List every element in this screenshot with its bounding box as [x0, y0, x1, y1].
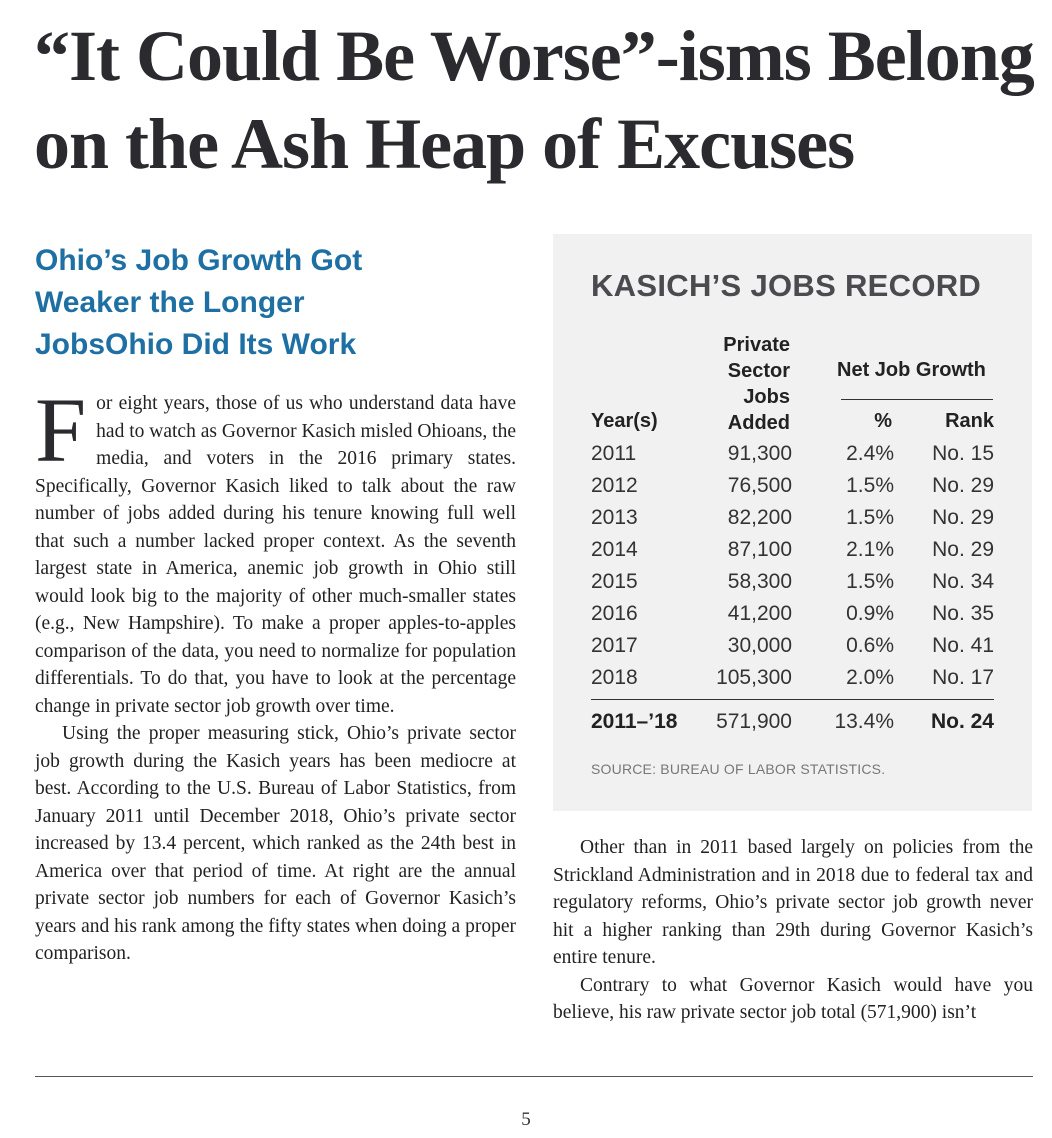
paragraph-1-text: or eight years, those of us who understand data have had to watch as Governor Kasich misled Ohioans, the media, and voters in the 2016 primary states. Specifically, Governor Kasich liked to talk about the raw number of jobs added during his tenure knowing full well that such a number lacked proper context. As the seventh largest state in America, anemic job growth in Ohio still would look big to the majority of other much-smaller states (e.g., New Hampshire). To make a proper apples-to-apples comparison of the data, you need to normalize for population differentials. To do that, you have to look at the percentage change in private sector job growth over time. [35, 393, 516, 717]
table-row [591, 632, 994, 664]
cell-year: 2017 [591, 634, 638, 657]
title-line-1: “It Could Be Worse”-isms Belong [34, 16, 1034, 96]
cell-rank: No. 29 [932, 474, 994, 497]
cell-percent: 2.1% [846, 538, 894, 561]
cell-year: 2013 [591, 506, 638, 529]
section-subheading [35, 240, 455, 366]
jobs-table-body [591, 440, 994, 696]
cell-jobs-added: 76,500 [727, 474, 792, 497]
cell-percent: 1.5% [846, 570, 894, 593]
jobs-record-sidebar [553, 234, 1032, 811]
col-header-year: Year(s) [591, 410, 658, 432]
header-divider [841, 399, 993, 400]
table-row [591, 568, 994, 600]
left-body-column [35, 379, 516, 968]
total-percent: 13.4% [834, 710, 894, 733]
cell-rank: No. 15 [932, 442, 994, 465]
col-header-jobs-added [670, 332, 790, 436]
col-header-jobs-added-line-3: Jobs [743, 386, 790, 408]
col-header-percent: % [874, 410, 892, 432]
cell-jobs-added: 105,300 [716, 666, 792, 689]
cell-year: 2011 [591, 442, 637, 465]
cell-year: 2012 [591, 474, 638, 497]
table-row [591, 536, 994, 568]
cell-year: 2016 [591, 602, 638, 625]
footer-divider [35, 1076, 1033, 1077]
table-row [591, 600, 994, 632]
total-jobs-added: 571,900 [716, 710, 792, 733]
cell-jobs-added: 30,000 [727, 634, 792, 657]
col-header-jobs-added-line-1: Private [723, 334, 790, 356]
cell-percent: 2.0% [846, 666, 894, 689]
drop-cap: F [35, 379, 87, 481]
title-line-2: on the Ash Heap of Excuses [34, 104, 855, 184]
cell-rank: No. 41 [932, 634, 994, 657]
body-paragraph-2: Using the proper measuring stick, Ohio’s private sector job growth during the Kasich years has been mediocre at best. According to the U.S. Bureau of Labor Statistics, from January 2011 until December 2018, Ohio’s private sector increased by 13.4 percent, which ranked as the 24th best in America over that period of time. At right are the annual private sector job numbers for each of Governor Kasich’s years and his rank among the fifty states when doing a proper comparison. [35, 723, 516, 964]
source-note: SOURCE: BUREAU OF LABOR STATISTICS. [591, 761, 886, 777]
cell-percent: 1.5% [846, 474, 894, 497]
cell-jobs-added: 87,100 [727, 538, 792, 561]
subhead-line-1: Ohio’s Job Growth Got [35, 244, 363, 277]
col-header-jobs-added-line-4: Added [727, 412, 790, 434]
col-header-jobs-added-line-2: Sector [727, 360, 790, 382]
cell-jobs-added: 58,300 [727, 570, 792, 593]
cell-rank: No. 34 [932, 570, 994, 593]
body-paragraph-3: Other than in 2011 based largely on policies from the Strickland Administration and in 2018 due to federal tax and regulatory reforms, Ohio’s private sector job growth never hit a higher ranking than 29th during Governor Kasich’s entire tenure. [553, 837, 1033, 968]
cell-year: 2014 [591, 538, 638, 561]
cell-percent: 1.5% [846, 506, 894, 529]
cell-percent: 0.6% [846, 634, 894, 657]
col-header-rank: Rank [945, 410, 994, 432]
cell-jobs-added: 41,200 [727, 602, 792, 625]
total-year: 2011–’18 [591, 710, 678, 733]
table-row [591, 440, 994, 472]
cell-percent: 0.9% [846, 602, 894, 625]
cell-year: 2018 [591, 666, 638, 689]
total-rank: No. 24 [930, 710, 994, 733]
table-row [591, 664, 994, 696]
total-row [591, 708, 994, 738]
cell-percent: 2.4% [846, 442, 894, 465]
col-header-net-job-growth: Net Job Growth [837, 359, 986, 381]
page-title [34, 12, 1034, 188]
cell-rank: No. 17 [932, 666, 994, 689]
body-paragraph-4: Contrary to what Governor Kasich would have you believe, his raw private sector job total (571,900) isn’t [553, 974, 1033, 1023]
cell-rank: No. 29 [932, 538, 994, 561]
page-number: 5 [521, 1109, 531, 1130]
cell-rank: No. 35 [932, 602, 994, 625]
subhead-line-3: JobsOhio Did Its Work [35, 328, 357, 361]
cell-year: 2015 [591, 570, 638, 593]
sidebar-title: KASICH’S JOBS RECORD [591, 268, 982, 303]
body-paragraph-1 [35, 379, 516, 720]
cell-jobs-added: 91,300 [727, 442, 792, 465]
subhead-line-2: Weaker the Longer [35, 286, 305, 319]
right-body-column [553, 834, 1033, 1027]
table-row [591, 472, 994, 504]
table-row [591, 504, 994, 536]
cell-jobs-added: 82,200 [727, 506, 792, 529]
cell-rank: No. 29 [932, 506, 994, 529]
total-divider [591, 699, 994, 700]
